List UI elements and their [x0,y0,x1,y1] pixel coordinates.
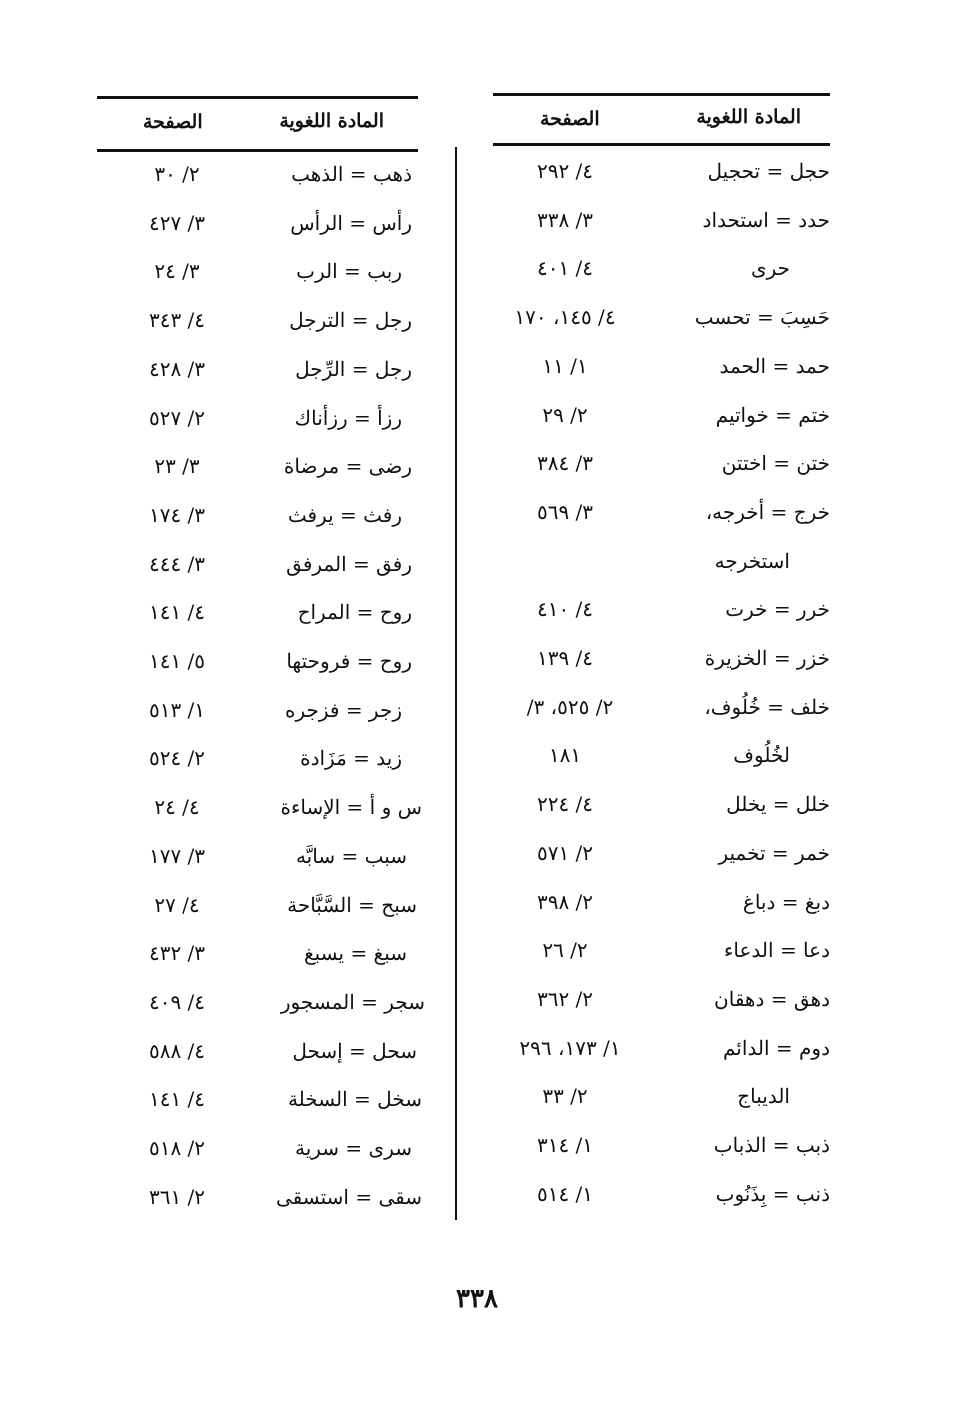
table-row [97,588,427,637]
term-cell: خرج = أخرجه، [705,499,830,524]
table-row [97,1027,427,1076]
term-cell: خزر = الخزيرة [704,646,830,670]
table-row [97,1075,427,1124]
page-cell: ٤/ ٥٨٨ [148,1038,206,1063]
page-cell: ٤/ ٤٠١ [536,256,594,281]
table-row [97,540,427,589]
term-cell: سبب = سابَّه [295,843,407,868]
page-cell: ٣/ ٢٣ [154,454,200,479]
term-cell: حمد = الحمد [719,353,830,378]
term-cell: زيد = مَزَادة [300,746,402,771]
table-row [470,391,830,440]
table-row [470,585,830,634]
table-row [470,488,830,537]
term-cell: ختم = خواتيم [715,402,830,427]
table-row [97,929,427,978]
term-cell: خرر = خرت [725,597,830,622]
term-cell: حَسِبَ = تحسب [694,305,830,330]
page-cell: ١/ ٥١٤ [536,1181,594,1206]
term-cell: سحل = إسحل [292,1038,417,1063]
term-cell: زجر = فزجره [284,697,402,722]
page-cell: ٢/ ٣٩٨ [536,889,594,914]
page-cell: ٥/ ١٤١ [148,649,206,673]
table-row [470,537,830,586]
page-cell: ٤/ ٣٤٣ [148,308,206,333]
term-cell: استخرجه [714,548,790,573]
table-row [97,394,427,443]
term-cell: ذهب = الذهب [291,162,412,186]
term-cell: ربب = الرب [296,259,402,284]
column-divider [455,147,457,1220]
table-row [470,926,830,975]
page-cell: ٤/ ٢٤ [154,795,200,820]
term-cell: رجل = الرِّجل [295,356,412,381]
page-cell: ٢/ ٣٦٢ [536,986,594,1011]
term-cell: ذبب = الذباب [713,1133,830,1157]
page-cell: ٢/ ٣٠ [154,162,200,186]
page-cell: ٢/ ٣٦١ [148,1184,206,1209]
page-cell: ٢/ ٥٢٥، ٣/ [526,694,614,719]
term-cell: لخُلُوف [733,743,790,768]
table-row [470,829,830,878]
term-cell: رفق = المرفق [286,551,412,576]
term-cell: سقى = استسقى [276,1184,422,1209]
left-header-term: المادة اللغوية [279,110,384,132]
table-row [97,296,427,345]
right-table-top-rule [493,93,830,96]
table-row [97,978,427,1027]
term-cell: س و أ = الإساءة [280,795,422,820]
page-cell: ٤/ ٢٢٤ [536,792,594,817]
term-cell: سخل = السخلة [287,1087,422,1112]
term-cell: رجل = الترجل [289,308,412,333]
term-cell: دبغ = دباغ [742,889,830,914]
page-cell: ٤/ ٤١٠ [536,597,594,622]
page-number: ٣٣٨ [456,1284,498,1314]
page-cell: ٣/ ٤٤٤ [148,551,206,576]
page-cell: ١٨١ [548,743,582,768]
table-row [97,247,427,296]
table-row [470,342,830,391]
term-cell: سرى = سرية [294,1136,412,1160]
page-cell: ٢/ ٥١٨ [148,1136,206,1160]
term-cell: سبغ = يسبغ [304,941,407,966]
page-cell: ٤/ ١٤٥، ١٧٠ [514,305,616,330]
term-cell: رزأ = رزأناك [294,405,402,430]
table-row [97,442,427,491]
table-row [470,439,830,488]
page-cell: ٢/ ٢٩ [542,402,588,427]
page-cell: ١/ ١١ [542,353,588,378]
table-row [97,1124,427,1173]
right-table-body [470,147,830,1219]
table-row [470,1170,830,1219]
term-cell: روح = المراح [297,600,412,625]
page-cell: ٤/ ٢٩٢ [536,159,594,183]
term-cell: دهق = دهقان [714,986,830,1011]
term-cell: خلف = خُلُوف، [704,694,830,719]
page-cell: ٣/ ١٧٧ [148,843,206,868]
table-row [470,1121,830,1170]
term-cell: رفث = يرفث [287,502,402,527]
page-cell: ٢/ ٥٢٤ [148,746,206,771]
right-header-term: المادة اللغوية [696,106,801,128]
table-row [97,637,427,686]
page-cell [490,537,640,586]
table-row [97,491,427,540]
page-cell: ٤/ ١٤١ [148,600,206,625]
term-cell: الديباج [737,1084,790,1109]
page-cell: ٢/ ٢٦ [542,938,588,963]
page-cell: ١/ ٣١٤ [536,1133,594,1157]
page-cell: ٤/ ٢٧ [154,892,200,917]
left-table-top-rule [97,96,418,99]
term-cell: سبح = السَّبَّاحة [287,892,417,917]
table-row [470,1072,830,1121]
page-cell: ٣/ ١٧٤ [148,502,206,527]
term-cell: حدد = استحداد [702,207,830,232]
left-table-body [97,150,427,1222]
term-cell: دوم = الدائم [722,1035,830,1060]
right-header-page: الصفحة [540,108,600,130]
page-cell: ٣/ ٣٣٨ [536,207,594,232]
table-row [470,878,830,927]
table-row [97,345,427,394]
left-header-page: الصفحة [143,111,203,133]
term-cell: رأس = الرأس [290,210,412,235]
term-cell: سجر = المسجور [280,989,425,1014]
table-row [470,634,830,683]
table-row [470,147,830,196]
term-cell: خمر = تخمير [718,840,830,865]
table-row [470,780,830,829]
page-cell: ٢/ ٥٧١ [536,840,594,865]
table-row [97,686,427,735]
page-cell: ٣/ ٤٣٢ [148,941,206,966]
term-cell: خلل = يخلل [726,792,830,817]
page-cell: ١/ ١٧٣، ٢٩٦ [519,1035,621,1060]
table-row [97,199,427,248]
table-row [97,832,427,881]
term-cell: ذنب = بِذَنُوب [715,1181,830,1206]
right-table-header-rule [493,143,830,146]
page-cell: ٢/ ٥٢٧ [148,405,206,430]
page-cell: ٤/ ٤٠٩ [148,989,206,1014]
table-row [470,244,830,293]
page-cell: ٤/ ١٤١ [148,1087,206,1112]
term-cell: ختن = اختتن [721,451,830,476]
page-cell: ٢/ ٣٣ [542,1084,588,1109]
table-row [470,1024,830,1073]
term-cell: دعا = الدعاء [724,938,830,963]
table-row [470,293,830,342]
page-cell: ٣/ ٥٦٩ [536,499,594,524]
term-cell: حرى [750,256,790,281]
page-cell: ٣/ ٤٢٧ [148,210,206,235]
page-cell: ٤/ ١٣٩ [536,646,594,670]
table-row [97,881,427,930]
page-cell: ٣/ ٣٨٤ [536,451,594,476]
table-row [97,734,427,783]
table-row [470,975,830,1024]
table-row [470,196,830,245]
term-cell: حجل = تحجيل [707,159,830,183]
page-cell: ٣/ ٢٤ [154,259,200,284]
table-row [97,783,427,832]
table-row [97,150,427,199]
table-row [97,1173,427,1222]
term-cell: رضى = مرضاة [283,454,412,479]
term-cell: روح = فروحتها [286,649,412,673]
page-cell: ٣/ ٤٢٨ [148,356,206,381]
table-row [470,731,830,780]
page-cell: ١/ ٥١٣ [148,697,206,722]
table-row [470,683,830,732]
